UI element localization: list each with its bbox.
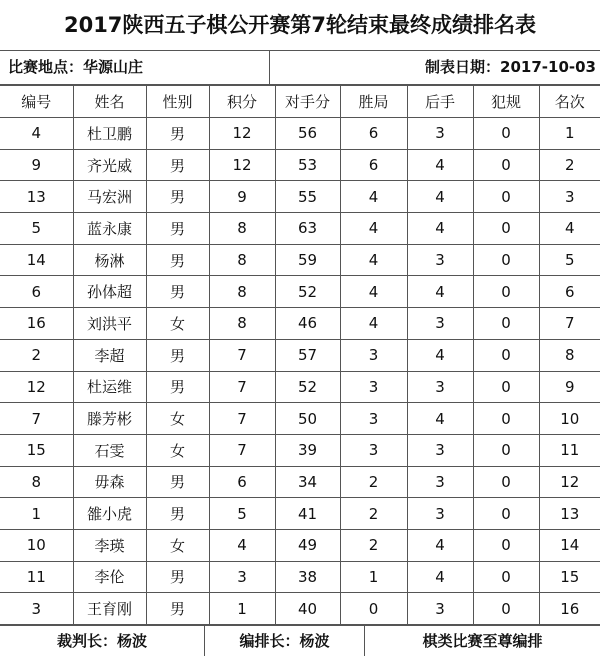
table-cell: 9 [209, 181, 275, 213]
table-cell: 0 [473, 181, 539, 213]
table-cell: 8 [209, 244, 275, 276]
table-cell: 7 [209, 403, 275, 435]
table-cell: 3 [407, 498, 473, 530]
table-cell: 0 [340, 593, 407, 625]
table-cell: 0 [473, 434, 539, 466]
table-cell: 12 [539, 466, 600, 498]
table-cell: 男 [146, 244, 209, 276]
table-cell: 4 [209, 529, 275, 561]
table-cell: 9 [0, 149, 73, 181]
table-cell: 49 [275, 529, 340, 561]
table-cell: 4 [407, 149, 473, 181]
table-cell: 1 [0, 498, 73, 530]
table-cell: 0 [473, 466, 539, 498]
table-cell: 8 [539, 339, 600, 371]
table-cell: 8 [209, 308, 275, 340]
table-cell: 3 [407, 593, 473, 625]
table-cell: 4 [340, 308, 407, 340]
table-cell: 男 [146, 181, 209, 213]
meta-row [0, 50, 600, 85]
table-cell: 13 [539, 498, 600, 530]
table-body [0, 118, 600, 625]
table-cell: 蓝永康 [73, 213, 146, 245]
table-row [0, 498, 600, 530]
table-cell: 4 [407, 561, 473, 593]
table-cell: 马宏洲 [73, 181, 146, 213]
table-row [0, 403, 600, 435]
table-cell: 40 [275, 593, 340, 625]
table-cell: 0 [473, 339, 539, 371]
table-cell: 男 [146, 498, 209, 530]
table-cell: 3 [340, 339, 407, 371]
table-cell: 4 [0, 118, 73, 150]
table-cell: 0 [473, 403, 539, 435]
table-row [0, 181, 600, 213]
table-cell: 女 [146, 308, 209, 340]
table-cell: 4 [407, 213, 473, 245]
table-row [0, 149, 600, 181]
column-header: 犯规 [473, 86, 539, 118]
table-cell: 55 [275, 181, 340, 213]
table-cell: 0 [473, 308, 539, 340]
table-row [0, 529, 600, 561]
table-cell: 4 [407, 403, 473, 435]
table-cell: 4 [340, 244, 407, 276]
table-cell: 59 [275, 244, 340, 276]
table-cell: 男 [146, 466, 209, 498]
table-cell: 4 [407, 181, 473, 213]
table-row [0, 434, 600, 466]
table-cell: 13 [0, 181, 73, 213]
table-cell: 34 [275, 466, 340, 498]
table-cell: 2 [340, 466, 407, 498]
table-cell: 11 [0, 561, 73, 593]
table-cell: 王育刚 [73, 593, 146, 625]
table-cell: 3 [407, 466, 473, 498]
column-header: 姓名 [73, 86, 146, 118]
table-cell: 15 [0, 434, 73, 466]
table-cell: 杜运维 [73, 371, 146, 403]
venue-label: 比赛地点：华源山庄 [0, 51, 270, 84]
table-cell: 3 [407, 308, 473, 340]
table-cell: 4 [539, 213, 600, 245]
table-cell: 女 [146, 529, 209, 561]
column-header: 编号 [0, 86, 73, 118]
column-header: 胜局 [340, 86, 407, 118]
table-cell: 男 [146, 276, 209, 308]
table-cell: 6 [340, 118, 407, 150]
table-cell: 12 [209, 118, 275, 150]
table-cell: 12 [209, 149, 275, 181]
table-cell: 15 [539, 561, 600, 593]
table-cell: 男 [146, 339, 209, 371]
table-cell: 3 [209, 561, 275, 593]
table-cell: 3 [407, 371, 473, 403]
column-header: 性别 [146, 86, 209, 118]
table-cell: 0 [473, 149, 539, 181]
table-cell: 杨淋 [73, 244, 146, 276]
table-cell: 1 [539, 118, 600, 150]
table-cell: 9 [539, 371, 600, 403]
table-cell: 0 [473, 498, 539, 530]
table-cell: 39 [275, 434, 340, 466]
table-cell: 7 [539, 308, 600, 340]
table-cell: 4 [340, 276, 407, 308]
table-cell: 1 [209, 593, 275, 625]
table-cell: 4 [340, 213, 407, 245]
table-row [0, 593, 600, 625]
table-cell: 男 [146, 371, 209, 403]
table-cell: 女 [146, 403, 209, 435]
table-cell: 0 [473, 213, 539, 245]
table-cell: 0 [473, 529, 539, 561]
table-cell: 7 [209, 371, 275, 403]
table-cell: 5 [209, 498, 275, 530]
table-cell: 6 [209, 466, 275, 498]
table-cell: 7 [209, 434, 275, 466]
table-cell: 0 [473, 561, 539, 593]
table-cell: 14 [539, 529, 600, 561]
arranger-label: 编排长：杨波 [205, 626, 365, 656]
table-cell: 41 [275, 498, 340, 530]
table-row [0, 118, 600, 150]
table-cell: 8 [209, 276, 275, 308]
table-cell: 6 [539, 276, 600, 308]
column-header: 积分 [209, 86, 275, 118]
table-cell: 男 [146, 118, 209, 150]
table-cell: 杜卫鹏 [73, 118, 146, 150]
table-cell: 石雯 [73, 434, 146, 466]
table-cell: 16 [539, 593, 600, 625]
table-row [0, 213, 600, 245]
table-cell: 齐光威 [73, 149, 146, 181]
table-cell: 11 [539, 434, 600, 466]
table-cell: 2 [340, 498, 407, 530]
table-cell: 4 [407, 276, 473, 308]
table-cell: 1 [340, 561, 407, 593]
table-cell: 8 [209, 213, 275, 245]
table-cell: 4 [407, 339, 473, 371]
table-cell: 12 [0, 371, 73, 403]
table-row [0, 308, 600, 340]
table-cell: 男 [146, 593, 209, 625]
table-cell: 57 [275, 339, 340, 371]
table-cell: 男 [146, 149, 209, 181]
table-row [0, 276, 600, 308]
table-cell: 16 [0, 308, 73, 340]
table-cell: 滕芳彬 [73, 403, 146, 435]
table-cell: 3 [340, 371, 407, 403]
table-cell: 雒小虎 [73, 498, 146, 530]
table-cell: 孙体超 [73, 276, 146, 308]
table-cell: 2 [0, 339, 73, 371]
table-header-row [0, 86, 600, 118]
table-cell: 2 [340, 529, 407, 561]
date-label: 制表日期：2017-10-03 [425, 58, 596, 76]
table-cell: 6 [340, 149, 407, 181]
table-cell: 56 [275, 118, 340, 150]
table-cell: 0 [473, 118, 539, 150]
referee-label: 裁判长：杨波 [0, 626, 205, 656]
table-cell: 6 [0, 276, 73, 308]
table-cell: 10 [539, 403, 600, 435]
table-cell: 男 [146, 213, 209, 245]
table-cell: 3 [539, 181, 600, 213]
page-title: 2017陕西五子棋公开赛第7轮结束最终成绩排名表 [63, 13, 537, 37]
table-row [0, 371, 600, 403]
table-cell: 7 [0, 403, 73, 435]
table-row [0, 339, 600, 371]
column-header: 名次 [539, 86, 600, 118]
table-cell: 14 [0, 244, 73, 276]
table-row [0, 561, 600, 593]
table-cell: 毋森 [73, 466, 146, 498]
table-cell: 女 [146, 434, 209, 466]
motto-label: 棋类比赛至尊编排 [422, 632, 543, 650]
table-cell: 3 [0, 593, 73, 625]
table-cell: 0 [473, 244, 539, 276]
table-cell: 0 [473, 371, 539, 403]
table-cell: 7 [209, 339, 275, 371]
table-cell: 8 [0, 466, 73, 498]
table-cell: 李瑛 [73, 529, 146, 561]
table-cell: 5 [0, 213, 73, 245]
table-row [0, 244, 600, 276]
table-cell: 63 [275, 213, 340, 245]
table-cell: 李超 [73, 339, 146, 371]
table-cell: 3 [340, 434, 407, 466]
table-cell: 52 [275, 276, 340, 308]
table-cell: 10 [0, 529, 73, 561]
table-cell: 男 [146, 561, 209, 593]
table-cell: 3 [407, 244, 473, 276]
table-cell: 46 [275, 308, 340, 340]
table-cell: 0 [473, 276, 539, 308]
table-cell: 5 [539, 244, 600, 276]
ranking-table [0, 85, 600, 625]
table-cell: 3 [407, 434, 473, 466]
table-cell: 53 [275, 149, 340, 181]
table-cell: 38 [275, 561, 340, 593]
table-cell: 4 [407, 529, 473, 561]
table-cell: 50 [275, 403, 340, 435]
column-header: 后手 [407, 86, 473, 118]
footer-row [0, 625, 600, 656]
table-cell: 52 [275, 371, 340, 403]
table-row [0, 466, 600, 498]
column-header: 对手分 [275, 86, 340, 118]
table-cell: 4 [340, 181, 407, 213]
table-cell: 3 [407, 118, 473, 150]
table-cell: 李伦 [73, 561, 146, 593]
table-cell: 0 [473, 593, 539, 625]
table-cell: 2 [539, 149, 600, 181]
table-cell: 刘洪平 [73, 308, 146, 340]
table-cell: 3 [340, 403, 407, 435]
